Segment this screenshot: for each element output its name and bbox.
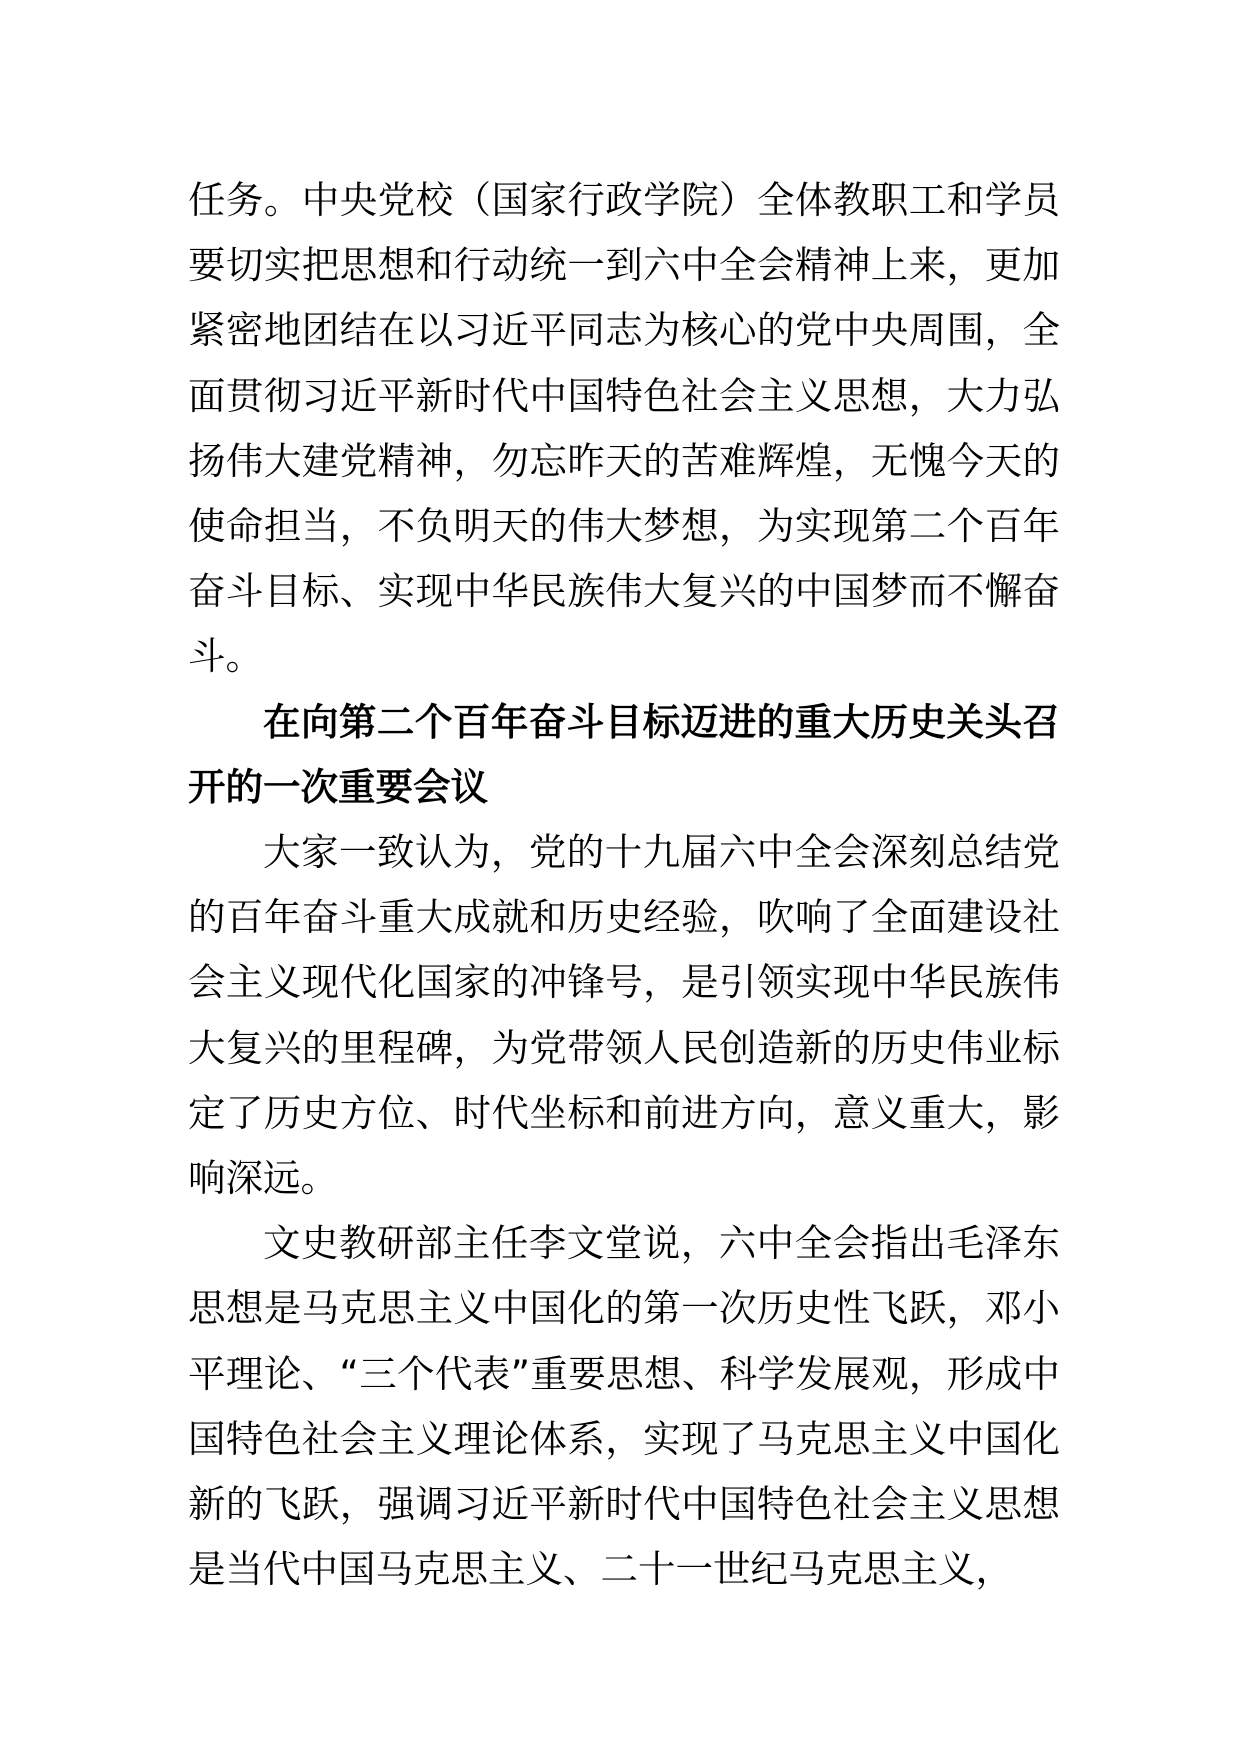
paragraph-closing-task: 任务。中央党校（国家行政学院）全体教职工和学员要切实把思想和行动统一到六中全会精神上来，更加紧密地团结在以习近平同志为核心的党中央周围，全面贯彻习近平新时代中国特色社会主义思想，大力弘扬伟大建党精神，勿忘昨天的苦难辉煌，无愧今天的使命担当，不负明天的伟大梦想，为实现第二个百年奋斗目标、实现中华民族伟大复兴的中国梦而不懈奋斗。 bbox=[188, 178, 1060, 679]
section-heading: 在向第二个百年奋斗目标迈进的重大历史关头召开的一次重要会议 bbox=[188, 699, 1060, 809]
paragraph-li-wentang: 文史教研部主任李文堂说，六中全会指出毛泽东思想是马克思主义中国化的第一次历史性飞跃，邓小平理论、“三个代表”重要思想、科学发展观，形成中国特色社会主义理论体系，实现了马克思主义中国化新的飞跃，强调习近平新时代中国特色社会主义思想是当代中国马克思主义、二十一世纪马克思主义， bbox=[188, 1221, 1060, 1592]
paragraph-consensus: 大家一致认为，党的十九届六中全会深刻总结党的百年奋斗重大成就和历史经验，吹响了全面建设社会主义现代化国家的冲锋号，是引领实现中华民族伟大复兴的里程碑，为党带领人民创造新的历史伟业标定了历史方位、时代坐标和前进方向，意义重大，影响深远。 bbox=[188, 830, 1060, 1201]
document-body bbox=[188, 168, 1060, 1602]
